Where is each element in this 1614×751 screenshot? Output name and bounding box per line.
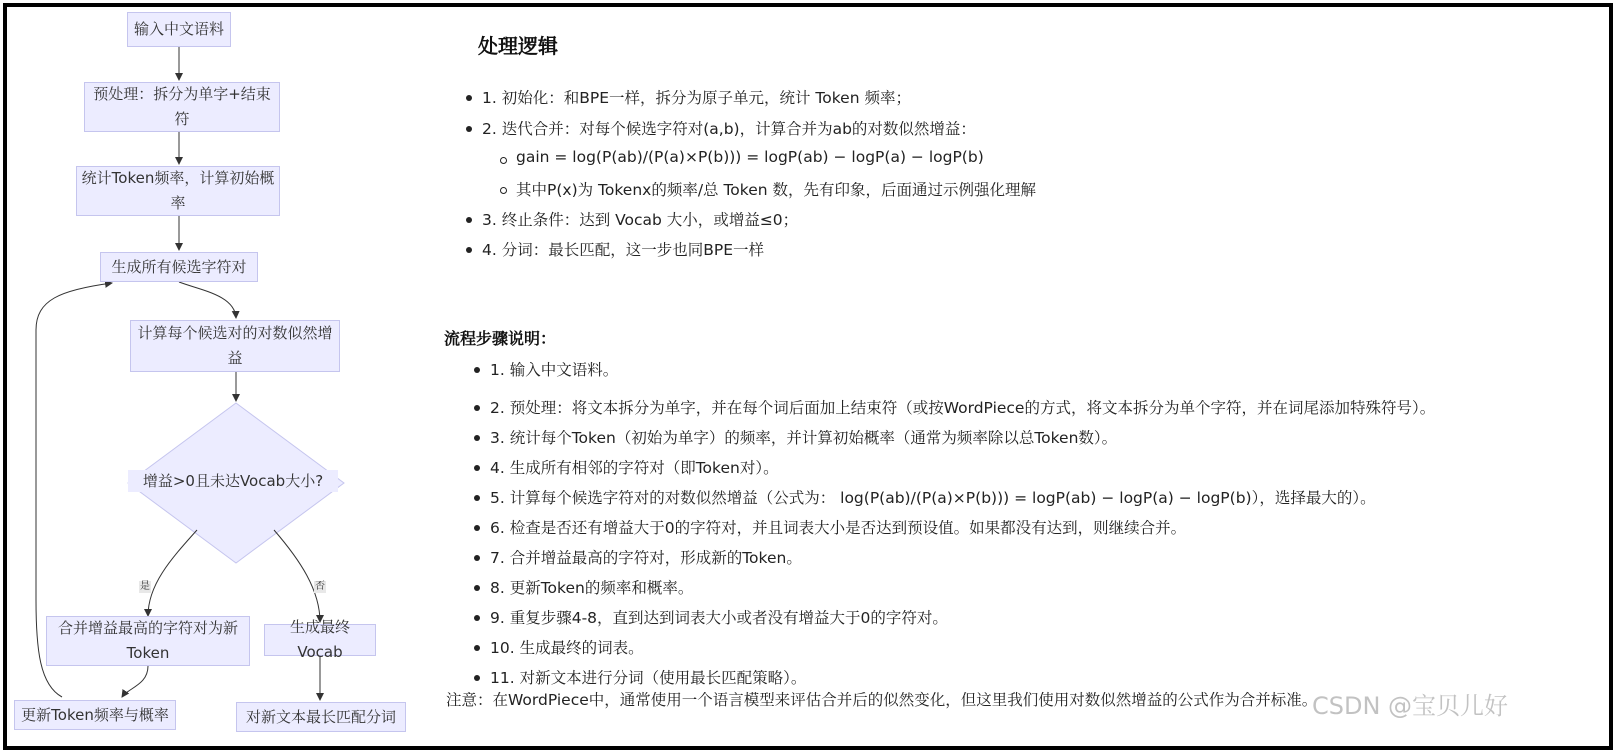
logic-title: 处理逻辑 bbox=[478, 34, 558, 58]
node-count bbox=[76, 166, 280, 216]
step-item: 8. 更新Token的频率和概率。 bbox=[490, 576, 693, 598]
edge-label-yes: 是 bbox=[140, 581, 150, 592]
node-pairs-label: 生成所有候选字符对 bbox=[111, 257, 247, 276]
flowchart bbox=[0, 0, 440, 751]
text-panel bbox=[430, 0, 1610, 751]
edge-decision-merge bbox=[148, 530, 197, 616]
node-final bbox=[264, 618, 376, 661]
node-gain-label: 计算每个候选对的对数似然增益 bbox=[137, 324, 333, 367]
node-update-label: 更新Token频率与概率 bbox=[21, 705, 169, 724]
node-final-label: 生成最终Vocab bbox=[289, 618, 350, 661]
step-item: 7. 合并增益最高的字符对，形成新的Token。 bbox=[490, 546, 802, 568]
node-preprocess-label: 预处理：拆分为单字+结束符 bbox=[93, 85, 271, 128]
step-item: 4. 生成所有相邻的字符对（即Token对）。 bbox=[490, 456, 779, 478]
node-merge bbox=[46, 616, 250, 666]
step-item: 6. 检查是否还有增益大于0的字符对，并且词表大小是否达到预设值。如果都没有达到，则继续合并。 bbox=[490, 516, 1186, 538]
step-item: 9. 重复步骤4-8，直到达到词表大小或者没有增益大于0的字符对。 bbox=[490, 606, 948, 628]
step-item: 11. 对新文本进行分词（使用最长匹配策略）。 bbox=[490, 666, 806, 688]
steps-title: 流程步骤说明： bbox=[444, 329, 557, 348]
node-gain bbox=[130, 320, 340, 372]
logic-item: 1. 初始化：和BPE一样，拆分为原子单元，统计 Token 频率； bbox=[482, 86, 911, 108]
node-decision-label: 增益>0且未达Vocab大小? bbox=[128, 470, 338, 492]
steps-note: 注意：在WordPiece中，通常使用一个语言模型来评估合并后的似然变化，但这里我们使用对数似然增益的公式作为合并标准。 bbox=[446, 691, 1318, 709]
logic-subitem: gain = log(P(ab)/(P(a)×P(b))) = logP(ab) − logP(a) − logP(b) bbox=[516, 148, 984, 166]
edge-merge-update bbox=[122, 666, 148, 697]
step-item: 3. 统计每个Token（初始为单字）的频率，并计算初始概率（通常为频率除以总Token数）。 bbox=[490, 426, 1117, 448]
watermark: CSDN @宝贝儿好 bbox=[1312, 692, 1509, 720]
logic-item: 4. 分词：最长匹配，这一步也同BPE一样 bbox=[482, 238, 764, 260]
node-preprocess bbox=[84, 82, 280, 132]
node-merge-label: 合并增益最高的字符对为新Token bbox=[57, 619, 238, 662]
logic-item: 3. 终止条件：达到 Vocab 大小，或增益≤0； bbox=[482, 208, 798, 230]
edge-label-no: 否 bbox=[315, 581, 325, 592]
node-input-label: 输入中文语料 bbox=[133, 20, 224, 38]
logic-item: 2. 迭代合并：对每个候选字符对(a,b)，计算合并为ab的对数似然增益： bbox=[482, 117, 976, 139]
node-pairs bbox=[100, 252, 258, 282]
step-item: 10. 生成最终的词表。 bbox=[490, 636, 644, 658]
edge-pairs-gain bbox=[179, 282, 236, 318]
step-item: 1. 输入中文语料。 bbox=[490, 358, 618, 380]
logic-subitem: 其中P(x)为 Tokenx的频率/总 Token 数，先有印象，后面通过示例强化理解 bbox=[516, 178, 1036, 200]
step-item: 2. 预处理：将文本拆分为单字，并在每个词后面加上结束符（或按WordPiece的方式，将文本拆分为单个字符，并在词尾添加特殊符号）。 bbox=[490, 396, 1435, 418]
node-input bbox=[127, 12, 231, 47]
step-item: 5. 计算每个候选字符对的对数似然增益（公式为： log(P(ab)/(P(a)×P(b))) = logP(ab) − logP(a) − logP(b)），选择最大的）。 bbox=[490, 486, 1376, 508]
node-update bbox=[14, 700, 176, 730]
node-tokenize-label: 对新文本最长匹配分词 bbox=[245, 707, 396, 726]
node-tokenize bbox=[236, 702, 406, 732]
node-count-label: 统计Token频率，计算初始概率 bbox=[81, 169, 275, 212]
edge-decision-final bbox=[274, 530, 320, 622]
